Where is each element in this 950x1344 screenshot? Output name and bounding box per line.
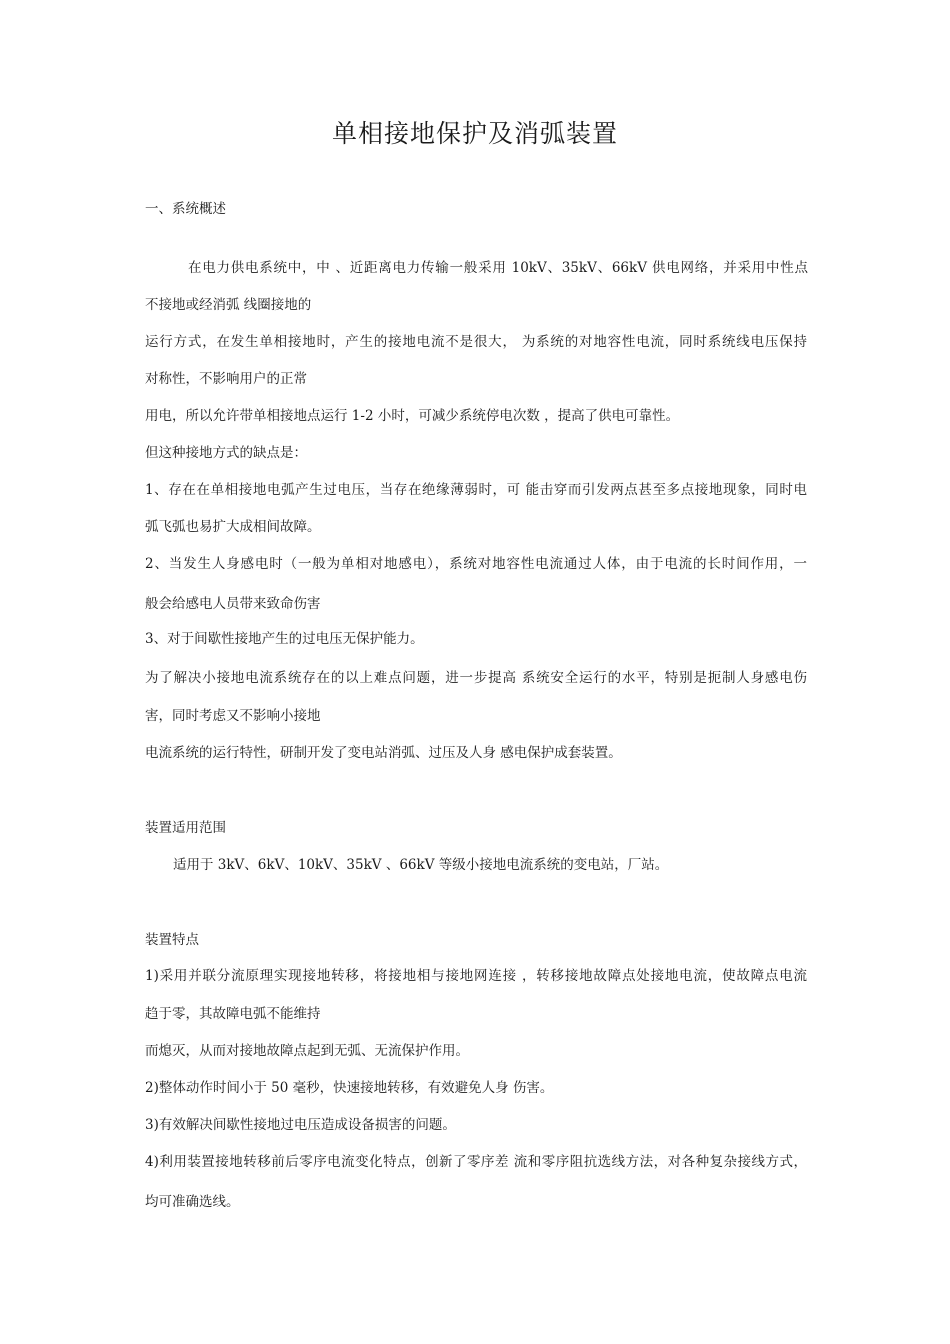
list-item-line: 1)采用并联分流原理实现接地转移，将接地相与接地网连接 ，转移接地故障点处接地电流，使故障点电流 (145, 968, 807, 984)
section-heading-features: 装置特点 (145, 932, 199, 948)
list-item-line: 弧飞弧也易扩大成相间故障。 (145, 519, 321, 535)
section-heading-overview: 一、系统概述 (145, 201, 226, 217)
list-item-line: 1、存在在单相接地电弧产生过电压，当存在绝缘薄弱时，可 能击穿而引发两点甚至多点接地现象，同时电 (145, 482, 807, 498)
list-item-line: 2)整体动作时间小于 50 毫秒，快速接地转移，有效避免人身 伤害。 (145, 1080, 554, 1096)
paragraph-line: 不接地或经消弧 线圈接地的 (145, 297, 312, 313)
list-item-line: 4)利用装置接地转移前后零序电流变化特点，创新了零序差 流和零序阻抗选线方法，对各种复杂接线方式， (145, 1154, 807, 1170)
paragraph-line: 为了解决小接地电流系统存在的以上难点问题，进一步提高 系统安全运行的水平，特别是扼制人身感电伤 (145, 670, 807, 686)
list-item-line: 而熄灭，从而对接地故障点起到无弧、无流保护作用。 (145, 1043, 469, 1059)
paragraph-line: 用电，所以允许带单相接地点运行 1-2 小时，可减少系统停电次数 ，提高了供电可靠性。 (145, 408, 680, 424)
list-item-line: 般会给感电人员带来致命伤害 (145, 596, 321, 612)
section-heading-scope: 装置适用范围 (145, 820, 226, 836)
paragraph-line: 电流系统的运行特性，研制开发了变电站消弧、过压及人身 感电保护成套装置。 (145, 745, 622, 761)
document-title: 单相接地保护及消弧装置 (331, 119, 618, 148)
list-item-line: 趋于零，其故障电弧不能维持 (145, 1006, 321, 1022)
paragraph-line: 但这种接地方式的缺点是： (145, 445, 307, 461)
paragraph-line: 对称性，不影响用户的正常 (145, 371, 307, 387)
list-item-line: 均可准确选线。 (145, 1194, 240, 1210)
paragraph-line: 在电力供电系统中，中 、近距离电力传输一般采用 10kV、35kV、66kV 供电网络，并采用中性点 (188, 260, 808, 276)
list-item-line: 2、当发生人身感电时（一般为单相对地感电），系统对地容性电流通过人体，由于电流的长时间作用，一 (145, 556, 807, 572)
list-item-line: 3)有效解决间歇性接地过电压造成设备损害的问题。 (145, 1117, 456, 1133)
list-item-line: 3、对于间歇性接地产生的过电压无保护能力。 (145, 631, 424, 647)
paragraph-line: 适用于 3kV、6kV、10kV、35kV 、66kV 等级小接地电流系统的变电站，厂站。 (173, 857, 669, 873)
paragraph-line: 运行方式，在发生单相接地时，产生的接地电流不是很大， 为系统的对地容性电流，同时系统线电压保持 (145, 334, 807, 350)
paragraph-line: 害，同时考虑又不影响小接地 (145, 708, 321, 724)
